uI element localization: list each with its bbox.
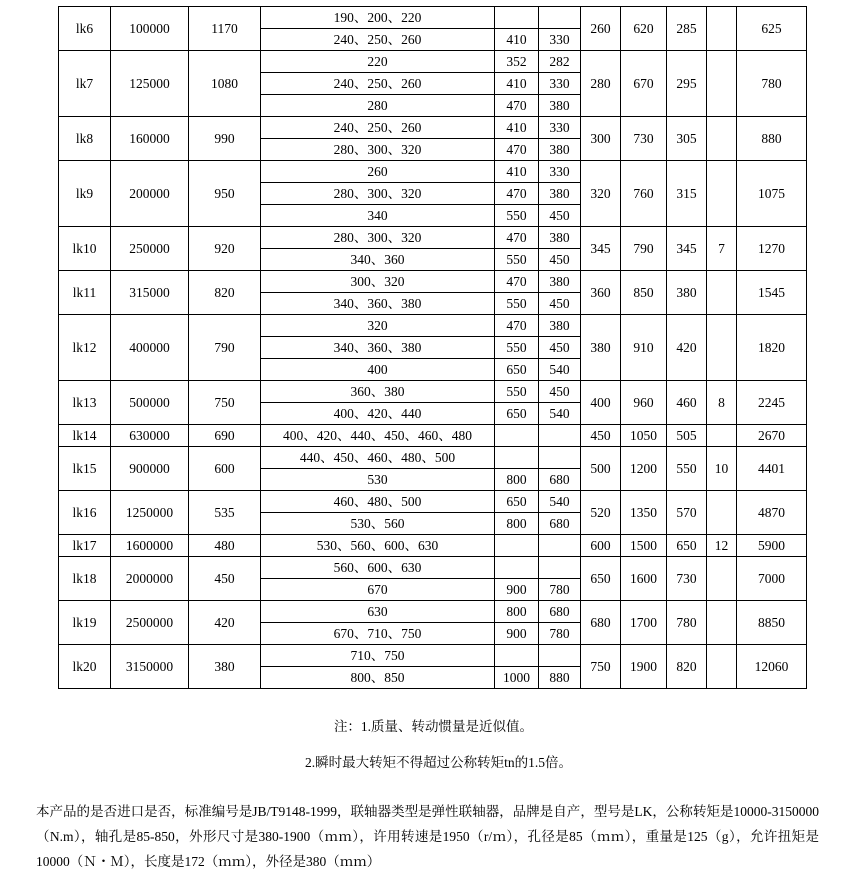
cell-length-l2: 780 (539, 623, 581, 645)
cell-d2: 850 (621, 271, 667, 315)
cell-length-l2: 330 (539, 29, 581, 51)
cell-length-l1: 470 (495, 95, 539, 117)
cell-d2: 960 (621, 381, 667, 425)
cell-length-l1 (495, 7, 539, 29)
cell-speed: 535 (189, 491, 261, 535)
cell-d3: 305 (667, 117, 707, 161)
cell-model: lk10 (59, 227, 111, 271)
cell-model: lk19 (59, 601, 111, 645)
cell-d-outer: 750 (581, 645, 621, 689)
cell-bore-diameters: 530、560、600、630 (261, 535, 495, 557)
cell-d2: 1600 (621, 557, 667, 601)
cell-extra (707, 557, 737, 601)
cell-extra (707, 425, 737, 447)
cell-torque: 500000 (111, 381, 189, 425)
cell-length-l2: 450 (539, 205, 581, 227)
cell-bore-diameters: 340、360 (261, 249, 495, 271)
cell-d-outer: 600 (581, 535, 621, 557)
cell-d3: 820 (667, 645, 707, 689)
cell-length-l1 (495, 447, 539, 469)
cell-length-l2: 450 (539, 249, 581, 271)
cell-bore-diameters: 240、250、260 (261, 29, 495, 51)
cell-length-l2 (539, 425, 581, 447)
cell-model: lk13 (59, 381, 111, 425)
cell-extra: 12 (707, 535, 737, 557)
cell-length-l2: 330 (539, 73, 581, 95)
cell-mass: 1545 (737, 271, 807, 315)
cell-length-l1: 650 (495, 359, 539, 381)
cell-length-l2 (539, 557, 581, 579)
table-row (59, 51, 807, 73)
cell-d-outer: 320 (581, 161, 621, 227)
cell-d3: 650 (667, 535, 707, 557)
table-row (59, 271, 807, 293)
cell-length-l1: 550 (495, 205, 539, 227)
cell-d3: 570 (667, 491, 707, 535)
coupling-spec-table (58, 6, 807, 689)
table-row (59, 315, 807, 337)
cell-torque: 2000000 (111, 557, 189, 601)
cell-bore-diameters: 530 (261, 469, 495, 491)
cell-speed: 750 (189, 381, 261, 425)
cell-length-l1: 410 (495, 161, 539, 183)
cell-torque: 1250000 (111, 491, 189, 535)
cell-d2: 730 (621, 117, 667, 161)
cell-bore-diameters: 280、300、320 (261, 183, 495, 205)
cell-length-l1: 470 (495, 227, 539, 249)
cell-bore-diameters: 220 (261, 51, 495, 73)
cell-d-outer: 400 (581, 381, 621, 425)
cell-length-l1: 470 (495, 315, 539, 337)
cell-d-outer: 450 (581, 425, 621, 447)
cell-length-l2: 380 (539, 315, 581, 337)
cell-length-l2: 380 (539, 139, 581, 161)
table-row (59, 425, 807, 447)
cell-length-l1: 410 (495, 117, 539, 139)
cell-d2: 1200 (621, 447, 667, 491)
cell-mass: 4401 (737, 447, 807, 491)
cell-d2: 1700 (621, 601, 667, 645)
cell-d-outer: 520 (581, 491, 621, 535)
cell-extra: 8 (707, 381, 737, 425)
cell-d3: 345 (667, 227, 707, 271)
cell-length-l1 (495, 557, 539, 579)
cell-extra (707, 271, 737, 315)
cell-mass: 1820 (737, 315, 807, 381)
cell-d2: 760 (621, 161, 667, 227)
cell-bore-diameters: 670 (261, 579, 495, 601)
cell-d3: 730 (667, 557, 707, 601)
cell-length-l1 (495, 645, 539, 667)
cell-length-l1: 900 (495, 623, 539, 645)
cell-extra (707, 7, 737, 51)
cell-speed: 380 (189, 645, 261, 689)
cell-length-l2: 380 (539, 227, 581, 249)
cell-bore-diameters: 190、200、220 (261, 7, 495, 29)
cell-d-outer: 360 (581, 271, 621, 315)
cell-length-l1: 650 (495, 403, 539, 425)
cell-d3: 380 (667, 271, 707, 315)
table-notes (0, 717, 857, 773)
cell-torque: 100000 (111, 7, 189, 51)
cell-length-l1: 650 (495, 491, 539, 513)
table-row (59, 117, 807, 139)
cell-length-l1: 900 (495, 579, 539, 601)
cell-bore-diameters: 280、300、320 (261, 139, 495, 161)
cell-extra: 7 (707, 227, 737, 271)
table-row (59, 381, 807, 403)
cell-length-l1: 550 (495, 337, 539, 359)
cell-speed: 990 (189, 117, 261, 161)
cell-d3: 420 (667, 315, 707, 381)
cell-mass: 780 (737, 51, 807, 117)
cell-mass: 1075 (737, 161, 807, 227)
cell-speed: 690 (189, 425, 261, 447)
cell-model: lk9 (59, 161, 111, 227)
cell-d3: 505 (667, 425, 707, 447)
cell-length-l1: 550 (495, 381, 539, 403)
cell-d-outer: 300 (581, 117, 621, 161)
cell-speed: 480 (189, 535, 261, 557)
cell-d2: 910 (621, 315, 667, 381)
cell-length-l1: 470 (495, 183, 539, 205)
cell-torque: 200000 (111, 161, 189, 227)
cell-length-l1: 800 (495, 513, 539, 535)
cell-bore-diameters: 340 (261, 205, 495, 227)
cell-bore-diameters: 400、420、440、450、460、480 (261, 425, 495, 447)
cell-d-outer: 500 (581, 447, 621, 491)
cell-speed: 950 (189, 161, 261, 227)
cell-speed: 820 (189, 271, 261, 315)
table-row (59, 447, 807, 469)
table-row (59, 227, 807, 249)
cell-model: lk20 (59, 645, 111, 689)
cell-bore-diameters: 280 (261, 95, 495, 117)
cell-d-outer: 380 (581, 315, 621, 381)
cell-bore-diameters: 800、850 (261, 667, 495, 689)
cell-model: lk15 (59, 447, 111, 491)
cell-mass: 625 (737, 7, 807, 51)
cell-length-l2 (539, 447, 581, 469)
cell-length-l2 (539, 535, 581, 557)
cell-d-outer: 650 (581, 557, 621, 601)
cell-length-l1: 352 (495, 51, 539, 73)
cell-d-outer: 345 (581, 227, 621, 271)
cell-length-l2 (539, 7, 581, 29)
cell-torque: 900000 (111, 447, 189, 491)
cell-mass: 7000 (737, 557, 807, 601)
cell-d3: 550 (667, 447, 707, 491)
cell-bore-diameters: 460、480、500 (261, 491, 495, 513)
cell-torque: 630000 (111, 425, 189, 447)
cell-bore-diameters: 260 (261, 161, 495, 183)
cell-bore-diameters: 560、600、630 (261, 557, 495, 579)
cell-d2: 790 (621, 227, 667, 271)
cell-extra (707, 491, 737, 535)
cell-length-l2: 680 (539, 469, 581, 491)
cell-length-l2: 450 (539, 381, 581, 403)
cell-torque: 3150000 (111, 645, 189, 689)
cell-d3: 780 (667, 601, 707, 645)
cell-length-l1: 800 (495, 469, 539, 491)
cell-length-l1 (495, 425, 539, 447)
cell-length-l1 (495, 535, 539, 557)
cell-length-l2: 540 (539, 359, 581, 381)
table-row (59, 7, 807, 29)
cell-mass: 12060 (737, 645, 807, 689)
cell-extra (707, 161, 737, 227)
cell-model: lk7 (59, 51, 111, 117)
cell-bore-diameters: 360、380 (261, 381, 495, 403)
cell-extra: 10 (707, 447, 737, 491)
product-description: 本产品的是否进口是否，标准编号是JB/T9148-1999，联轴器类型是弹性联轴器，品牌是自产，型号是LK，公称转矩是10000-3150000（N.m），轴孔是85-850，外形尺寸是380-1900（ｍｍ），许用转速是1950（r/ｍ），孔径是85（ｍｍ），重量是125（g），允许扭矩是10000（Ｎ・Ｍ），长度是172（ｍｍ），外径是380（ｍｍ） (36, 804, 819, 869)
cell-bore-diameters: 630 (261, 601, 495, 623)
cell-extra (707, 315, 737, 381)
cell-d-outer: 680 (581, 601, 621, 645)
cell-length-l2: 780 (539, 579, 581, 601)
cell-mass: 4870 (737, 491, 807, 535)
cell-bore-diameters: 710、750 (261, 645, 495, 667)
cell-torque: 400000 (111, 315, 189, 381)
cell-bore-diameters: 340、360、380 (261, 337, 495, 359)
cell-length-l2: 680 (539, 601, 581, 623)
cell-extra (707, 117, 737, 161)
table-row (59, 491, 807, 513)
cell-model: lk6 (59, 7, 111, 51)
cell-bore-diameters: 670、710、750 (261, 623, 495, 645)
table-row (59, 161, 807, 183)
cell-length-l2: 282 (539, 51, 581, 73)
cell-bore-diameters: 440、450、460、480、500 (261, 447, 495, 469)
cell-d2: 1900 (621, 645, 667, 689)
cell-mass: 2670 (737, 425, 807, 447)
cell-torque: 2500000 (111, 601, 189, 645)
cell-length-l1: 550 (495, 293, 539, 315)
table-row (59, 557, 807, 579)
cell-bore-diameters: 340、360、380 (261, 293, 495, 315)
cell-model: lk11 (59, 271, 111, 315)
note-line-1: 注：1.质量、转动惯量是近似值。 (333, 719, 534, 734)
cell-speed: 420 (189, 601, 261, 645)
cell-d3: 295 (667, 51, 707, 117)
cell-torque: 250000 (111, 227, 189, 271)
cell-length-l2: 880 (539, 667, 581, 689)
cell-length-l1: 550 (495, 249, 539, 271)
cell-speed: 790 (189, 315, 261, 381)
cell-d-outer: 260 (581, 7, 621, 51)
cell-extra (707, 645, 737, 689)
cell-speed: 1170 (189, 7, 261, 51)
cell-length-l2: 380 (539, 95, 581, 117)
cell-model: lk16 (59, 491, 111, 535)
cell-d2: 1050 (621, 425, 667, 447)
cell-torque: 125000 (111, 51, 189, 117)
cell-d-outer: 280 (581, 51, 621, 117)
cell-model: lk12 (59, 315, 111, 381)
cell-length-l2: 330 (539, 161, 581, 183)
cell-d3: 315 (667, 161, 707, 227)
cell-mass: 5900 (737, 535, 807, 557)
cell-length-l2: 680 (539, 513, 581, 535)
cell-mass: 2245 (737, 381, 807, 425)
table-row (59, 601, 807, 623)
cell-length-l1: 1000 (495, 667, 539, 689)
cell-length-l2: 540 (539, 403, 581, 425)
cell-d2: 1500 (621, 535, 667, 557)
cell-d2: 1350 (621, 491, 667, 535)
cell-length-l2: 540 (539, 491, 581, 513)
cell-mass: 8850 (737, 601, 807, 645)
cell-extra (707, 601, 737, 645)
cell-length-l2: 450 (539, 337, 581, 359)
cell-d3: 460 (667, 381, 707, 425)
cell-bore-diameters: 400 (261, 359, 495, 381)
cell-bore-diameters: 400、420、440 (261, 403, 495, 425)
cell-speed: 600 (189, 447, 261, 491)
cell-bore-diameters: 300、320 (261, 271, 495, 293)
cell-d2: 670 (621, 51, 667, 117)
spec-table-body (59, 7, 807, 689)
cell-bore-diameters: 240、250、260 (261, 117, 495, 139)
cell-d3: 285 (667, 7, 707, 51)
cell-bore-diameters: 240、250、260 (261, 73, 495, 95)
cell-length-l1: 470 (495, 271, 539, 293)
cell-torque: 1600000 (111, 535, 189, 557)
cell-length-l2: 330 (539, 117, 581, 139)
cell-speed: 450 (189, 557, 261, 601)
cell-torque: 160000 (111, 117, 189, 161)
table-row (59, 535, 807, 557)
cell-length-l2 (539, 645, 581, 667)
cell-model: lk8 (59, 117, 111, 161)
cell-length-l1: 800 (495, 601, 539, 623)
cell-bore-diameters: 530、560 (261, 513, 495, 535)
cell-length-l2: 450 (539, 293, 581, 315)
table-row (59, 645, 807, 667)
cell-model: lk14 (59, 425, 111, 447)
cell-model: lk17 (59, 535, 111, 557)
note-line-2: 2.瞬时最大转矩不得超过公称转矩tn的1.5倍。 (304, 755, 572, 770)
cell-extra (707, 51, 737, 117)
cell-speed: 920 (189, 227, 261, 271)
cell-torque: 315000 (111, 271, 189, 315)
cell-length-l1: 410 (495, 73, 539, 95)
cell-length-l2: 380 (539, 271, 581, 293)
cell-length-l2: 380 (539, 183, 581, 205)
cell-length-l1: 410 (495, 29, 539, 51)
cell-mass: 880 (737, 117, 807, 161)
cell-speed: 1080 (189, 51, 261, 117)
cell-mass: 1270 (737, 227, 807, 271)
cell-model: lk18 (59, 557, 111, 601)
cell-d2: 620 (621, 7, 667, 51)
cell-length-l1: 470 (495, 139, 539, 161)
cell-bore-diameters: 280、300、320 (261, 227, 495, 249)
cell-bore-diameters: 320 (261, 315, 495, 337)
